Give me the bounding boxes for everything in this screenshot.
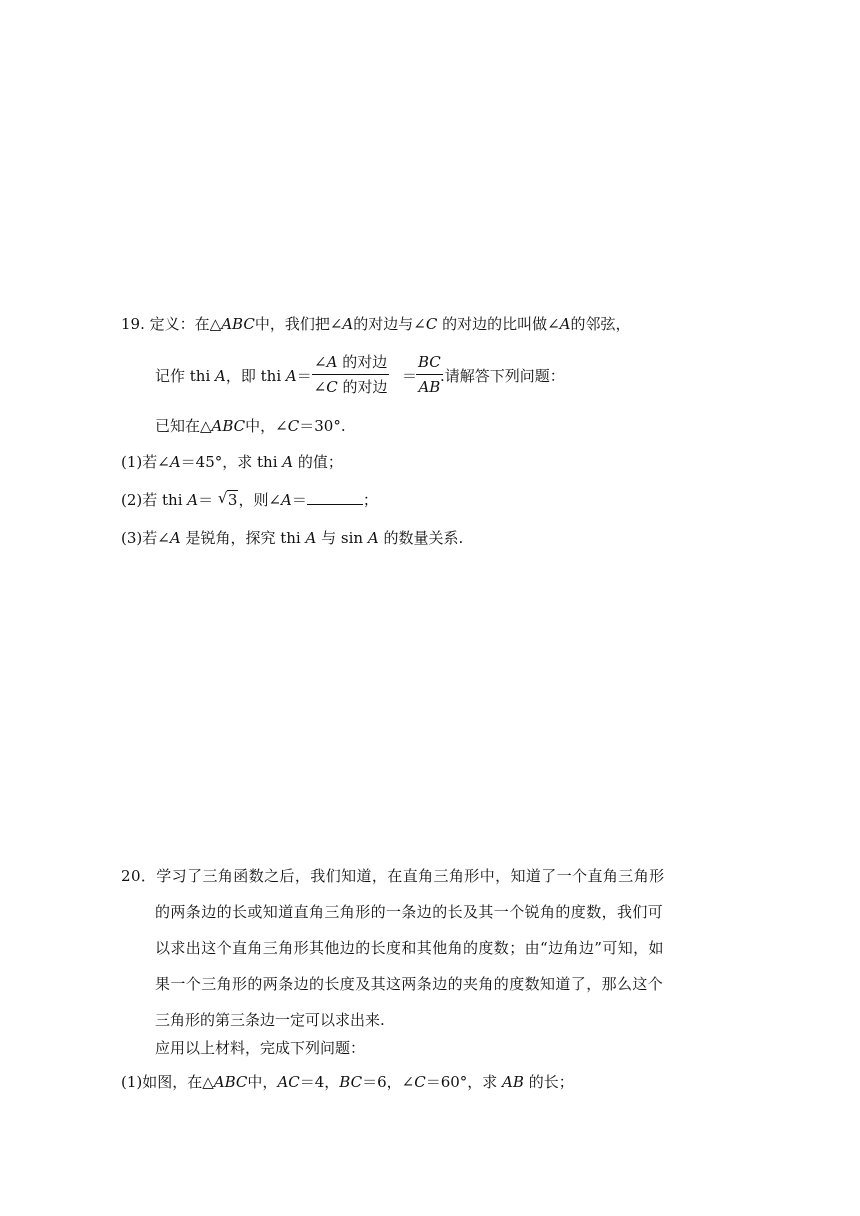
text: ，则∠ (238, 491, 282, 509)
math-var: ABC (213, 1073, 248, 1091)
math-var: AB (418, 378, 441, 396)
text: 的数量关系. (383, 529, 464, 547)
text: ＝45°，求 thi (180, 453, 283, 471)
text: 以求出这个直角三角形其他边的长度和其他角的度数；由“边角边”可知，如 (155, 939, 664, 957)
fraction-bc-ab (416, 352, 443, 397)
fraction-numerator (312, 352, 389, 375)
q19-part-1 (121, 452, 343, 472)
q20-line-3 (155, 938, 664, 958)
math-var: ABC (221, 315, 255, 333)
text: 三角形的第三条边一定可以求出来. (155, 1011, 385, 1029)
math-var: A (285, 367, 297, 385)
q20-line-1 (121, 866, 665, 886)
text: (3)若∠ (121, 529, 170, 547)
math-var: C (287, 417, 300, 435)
text: .请解答下列问题： (440, 367, 565, 385)
text: 是锐角，探究 thi (185, 529, 306, 547)
fraction-denominator (312, 375, 389, 397)
q20-line-6 (155, 1038, 365, 1058)
text: ＝ (296, 367, 312, 385)
text: (1)若∠ (121, 453, 170, 471)
text: ＝60°，求 (425, 1073, 503, 1091)
text: ＝ (291, 491, 307, 509)
text: 的对边的比叫做∠ (442, 315, 560, 333)
text: 应用以上材料，完成下列问题： (155, 1039, 366, 1057)
answer-blank (307, 490, 363, 505)
sqrt-radicand: 3 (227, 491, 238, 509)
math-var: C (414, 1073, 426, 1091)
math-var: A (169, 529, 181, 547)
math-var: A (282, 453, 294, 471)
text: ； (362, 491, 378, 509)
text: ＝ (402, 367, 418, 385)
text: ＝4， (299, 1073, 340, 1091)
text: 的对边与∠ (353, 315, 426, 333)
text: ，即 thi (225, 367, 286, 385)
math-var: A (342, 315, 354, 333)
text: 已知在△ (155, 417, 212, 435)
text: ∠ (313, 378, 327, 396)
math-var: BC (418, 353, 441, 371)
q19-line-3 (155, 416, 346, 436)
text: ＝30°. (299, 417, 346, 435)
q19-line-1 (121, 314, 631, 334)
text: 的邻弦， (570, 315, 631, 333)
math-var: A (215, 367, 226, 385)
text: ＝6，∠ (362, 1073, 415, 1091)
q20-line-2 (155, 902, 663, 922)
q19-line-2-left (155, 366, 312, 386)
math-var: AB (502, 1073, 524, 1091)
text: ＝ (198, 491, 218, 509)
math-var: A (559, 315, 571, 333)
text: (1)如图，在△ (121, 1073, 214, 1091)
math-var: BC (339, 1073, 363, 1091)
q19-part-2 (121, 490, 378, 510)
q20-part-1 (121, 1072, 574, 1092)
math-var: C (425, 315, 438, 333)
text: ∠ (314, 353, 327, 371)
math-var: ABC (211, 417, 246, 435)
text: 中， (247, 1073, 278, 1091)
text: 20．学习了三角函数之后，我们知道，在直角三角形中，知道了一个直角三角形 (121, 867, 665, 885)
fraction-angle-opposite (312, 352, 389, 397)
text: 中，我们把∠ (254, 315, 343, 333)
math-var: A (187, 491, 199, 509)
text: 记作 thi (155, 367, 216, 385)
text: 的对边 (342, 378, 388, 396)
math-var: C (326, 378, 338, 396)
math-var: A (169, 453, 181, 471)
text: 的值； (297, 453, 343, 471)
q20-line-5 (155, 1010, 385, 1030)
q19-part-3 (121, 528, 463, 548)
text: 果一个三角形的两条边的长度及其这两条边的夹角的度数知道了，那么这个 (155, 975, 664, 993)
text: 的两条边的长或知道直角三角形的一条边的长及其一个锐角的度数，我们可 (155, 903, 664, 921)
fraction-denominator (416, 375, 443, 397)
math-var: A (305, 529, 317, 547)
text: 中，∠ (245, 417, 288, 435)
text: 与 sin (321, 529, 368, 547)
q19-eq-sign (402, 366, 417, 386)
text: 定义：在△ (149, 315, 222, 333)
sqrt-symbol: √ 3 (217, 489, 238, 509)
math-var: A (326, 353, 338, 371)
question-number: 19. (121, 315, 145, 333)
math-var: A (281, 491, 292, 509)
math-var: A (367, 529, 379, 547)
text: 的对边 (342, 353, 388, 371)
text: 的长； (528, 1073, 574, 1091)
q20-line-4 (155, 974, 663, 994)
math-var: AC (277, 1073, 300, 1091)
text: (2)若 thi (121, 491, 188, 509)
q19-line-2-right (440, 366, 565, 386)
fraction-numerator (416, 352, 443, 375)
